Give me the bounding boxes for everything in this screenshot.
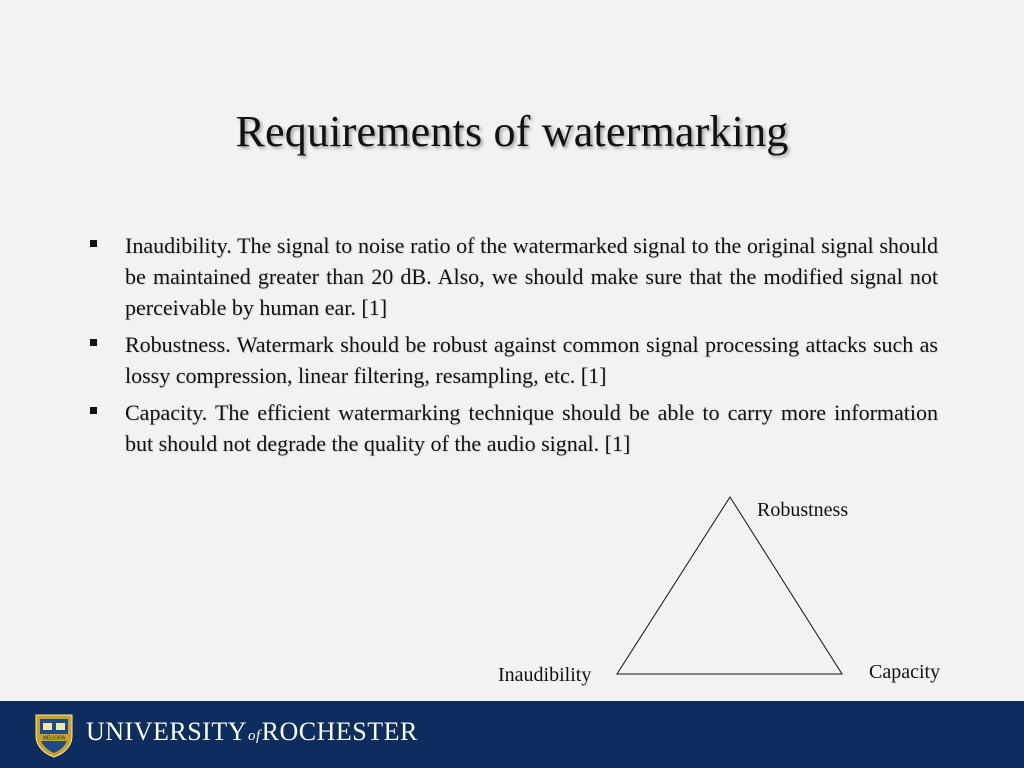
bullet-list	[88, 230, 938, 465]
square-bullet-icon	[90, 407, 97, 414]
triangle-label-robustness: Robustness	[757, 499, 849, 521]
wordmark-of: of	[248, 728, 261, 744]
bullet-text: Inaudibility. The signal to noise ratio of the watermarked signal to the original signal should be maintained greater than 20 dB. Also, we should make sure that the modified signal not perceivable by human ear. [1]	[125, 233, 938, 320]
slide-title: Requirements of watermarking	[235, 107, 789, 156]
square-bullet-icon	[90, 339, 97, 346]
tradeoff-triangle	[617, 497, 842, 674]
square-bullet-icon	[90, 240, 97, 247]
bullet-item	[88, 329, 938, 391]
crest-motto: MELIORA	[42, 735, 66, 742]
triangle-label-inaudibility: Inaudibility	[498, 664, 592, 686]
bullet-item	[88, 230, 938, 323]
wordmark-rochester: ROCHESTER	[261, 717, 418, 746]
university-wordmark	[86, 717, 418, 747]
footer-bar	[0, 701, 1024, 768]
bullet-text: Capacity. The efficient watermarking technique should be able to carry more information but should not degrade the quality of the audio signal. [1]	[125, 400, 938, 456]
university-crest-icon	[32, 712, 76, 758]
wordmark-university: UNIVERSITY	[86, 717, 247, 746]
bullet-text: Robustness. Watermark should be robust against common signal processing attacks such as lossy compression, linear filtering, resampling, etc. [1]	[125, 332, 938, 388]
triangle-label-capacity: Capacity	[869, 661, 941, 683]
bullet-item	[88, 397, 938, 459]
